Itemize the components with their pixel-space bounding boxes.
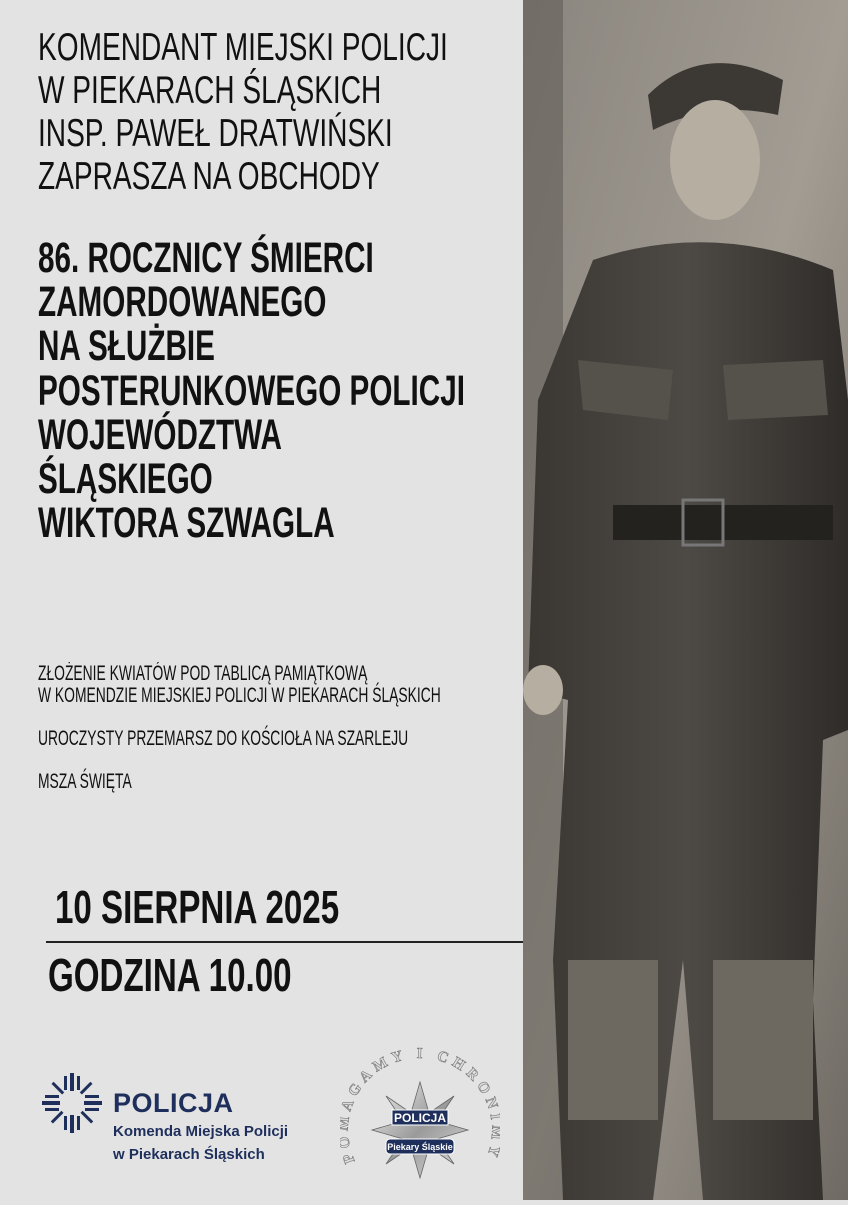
divider: [46, 941, 523, 943]
event-heading: [38, 234, 465, 548]
badge-city: Piekary Śląskie: [387, 1142, 453, 1152]
heading-line: NA SŁUŻBIE: [38, 322, 215, 371]
invitation-intro: [38, 26, 448, 198]
badge-title: POLICJA: [393, 1111, 447, 1125]
police-logo-text: [113, 1088, 288, 1164]
program-item: ZŁOŻENIE KWIATÓW POD TABLICĄ PAMIĄTKOWĄ: [38, 662, 368, 685]
heading-line: WIKTORA SZWAGLA: [38, 499, 335, 548]
intro-line: INSP. PAWEŁ DRATWIŃSKI: [38, 112, 393, 155]
heading-line: ZAMORDOWANEGO: [38, 278, 327, 327]
heading-line: 86. ROCZNICY ŚMIERCI: [38, 234, 374, 282]
program-list: [38, 663, 441, 793]
logo-title: POLICJA: [113, 1088, 234, 1118]
logo-subtitle: w Piekarach Śląskich: [113, 1146, 265, 1163]
heading-line: ŚLĄSKIEGO: [38, 455, 213, 504]
heading-line: POSTERUNKOWEGO POLICJI: [38, 366, 465, 415]
event-date: 10 SIERPNIA 2025: [55, 881, 340, 933]
intro-line: KOMENDANT MIEJSKI POLICJI: [38, 26, 448, 69]
intro-line: W PIEKARACH ŚLĄSKICH: [38, 69, 382, 112]
police-star-icon: [42, 1073, 102, 1138]
historical-portrait-photo: [523, 0, 848, 1200]
heading-line: WOJEWÓDZTWA: [38, 410, 282, 459]
program-item: W KOMENDZIE MIEJSKIEJ POLICJI W PIEKARACH ŚLĄSKICH: [38, 684, 441, 707]
event-hour: GODZINA 10.00: [48, 949, 292, 1001]
police-badge-icon: [340, 1036, 500, 1201]
intro-line: ZAPRASZA NA OBCHODY: [38, 155, 380, 198]
program-item: UROCZYSTY PRZEMARSZ DO KOŚCIOŁA NA SZARLEJU: [38, 727, 409, 750]
badge-motto: P AGAMY I CHRO: [340, 1045, 496, 1166]
program-item: MSZA ŚWIĘTA: [38, 770, 132, 793]
logo-subtitle: Komenda Miejska Policji: [113, 1123, 289, 1140]
